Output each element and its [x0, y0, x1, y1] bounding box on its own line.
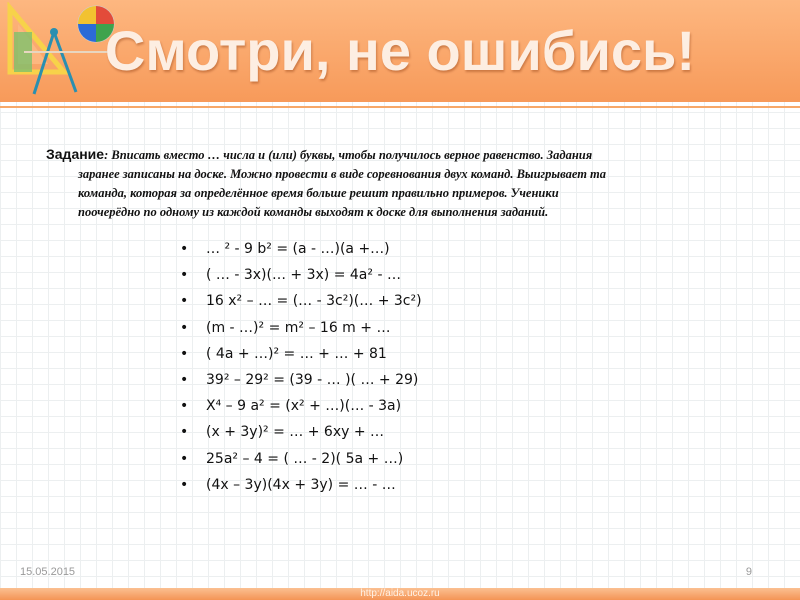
bullet-icon: • — [180, 293, 189, 310]
header-divider — [0, 106, 800, 108]
equation-text: (x + 3y)² = … + 6xy + … — [206, 424, 385, 441]
equation-item — [180, 315, 422, 341]
task-line-2: заранее записаны на доске. Можно провести в виде соревнования двух команд. Выигрывает та — [78, 167, 607, 181]
equation-list — [180, 236, 422, 498]
equation-item — [180, 341, 422, 367]
equation-text: X⁴ – 9 a² = (x² + …)(… - 3a) — [206, 398, 402, 415]
equation-text: (4x – 3y)(4x + 3y) = … - … — [206, 476, 396, 493]
equation-text: … ² - 9 b² = (a - …)(a +…) — [206, 241, 390, 257]
equation-text: 25a² – 4 = ( … - 2)( 5a + …) — [206, 450, 404, 467]
equation-text: (m - …)² = m² – 16 m + … — [206, 319, 391, 336]
equation-item — [180, 446, 422, 472]
bullet-icon: • — [180, 424, 189, 441]
bullet-icon: • — [180, 371, 189, 388]
task-label: Задание — [46, 146, 105, 162]
equation-item — [180, 419, 422, 445]
task-line-4: поочерёдно по одному из каждой команды выходят к доске для выполнения заданий. — [78, 205, 549, 219]
footer-date: 15.05.2015 — [20, 566, 76, 578]
equation-text: 39² – 29² = (39 - … )( … + 29) — [206, 371, 419, 388]
equation-item — [180, 367, 422, 393]
bullet-icon: • — [180, 241, 189, 257]
bullet-icon: • — [180, 450, 189, 467]
equation-text: 16 x² – … = (… - 3c²)(… + 3c²) — [206, 293, 422, 310]
page-number: 9 — [745, 566, 752, 578]
equation-item — [180, 288, 422, 314]
bullet-icon: • — [180, 345, 189, 362]
task-text — [46, 145, 756, 222]
task-line-text: : Вписать вместо … числа и (или) буквы, чтобы получилось верное равенство. Задания — [104, 148, 593, 162]
slide-title: Смотри, не ошибись! — [104, 19, 696, 82]
bullet-icon: • — [180, 476, 189, 493]
task-line-3: команда, которая за определённое время больше решит правильно примеров. Ученики — [78, 186, 559, 200]
bullet-icon: • — [180, 319, 189, 336]
footer-url-link[interactable]: http://aida.ucoz.ru — [360, 588, 440, 599]
equation-item — [180, 236, 422, 262]
equation-item — [180, 393, 422, 419]
bullet-icon: • — [180, 398, 189, 415]
equation-item — [180, 472, 422, 498]
equation-text: ( 4a + …)² = … + … + 81 — [206, 345, 387, 362]
bullet-icon: • — [180, 267, 189, 284]
task-line-1 — [46, 145, 756, 165]
equation-item — [180, 262, 422, 288]
equation-text: ( … - 3x)(… + 3x) = 4a² - … — [206, 267, 401, 284]
